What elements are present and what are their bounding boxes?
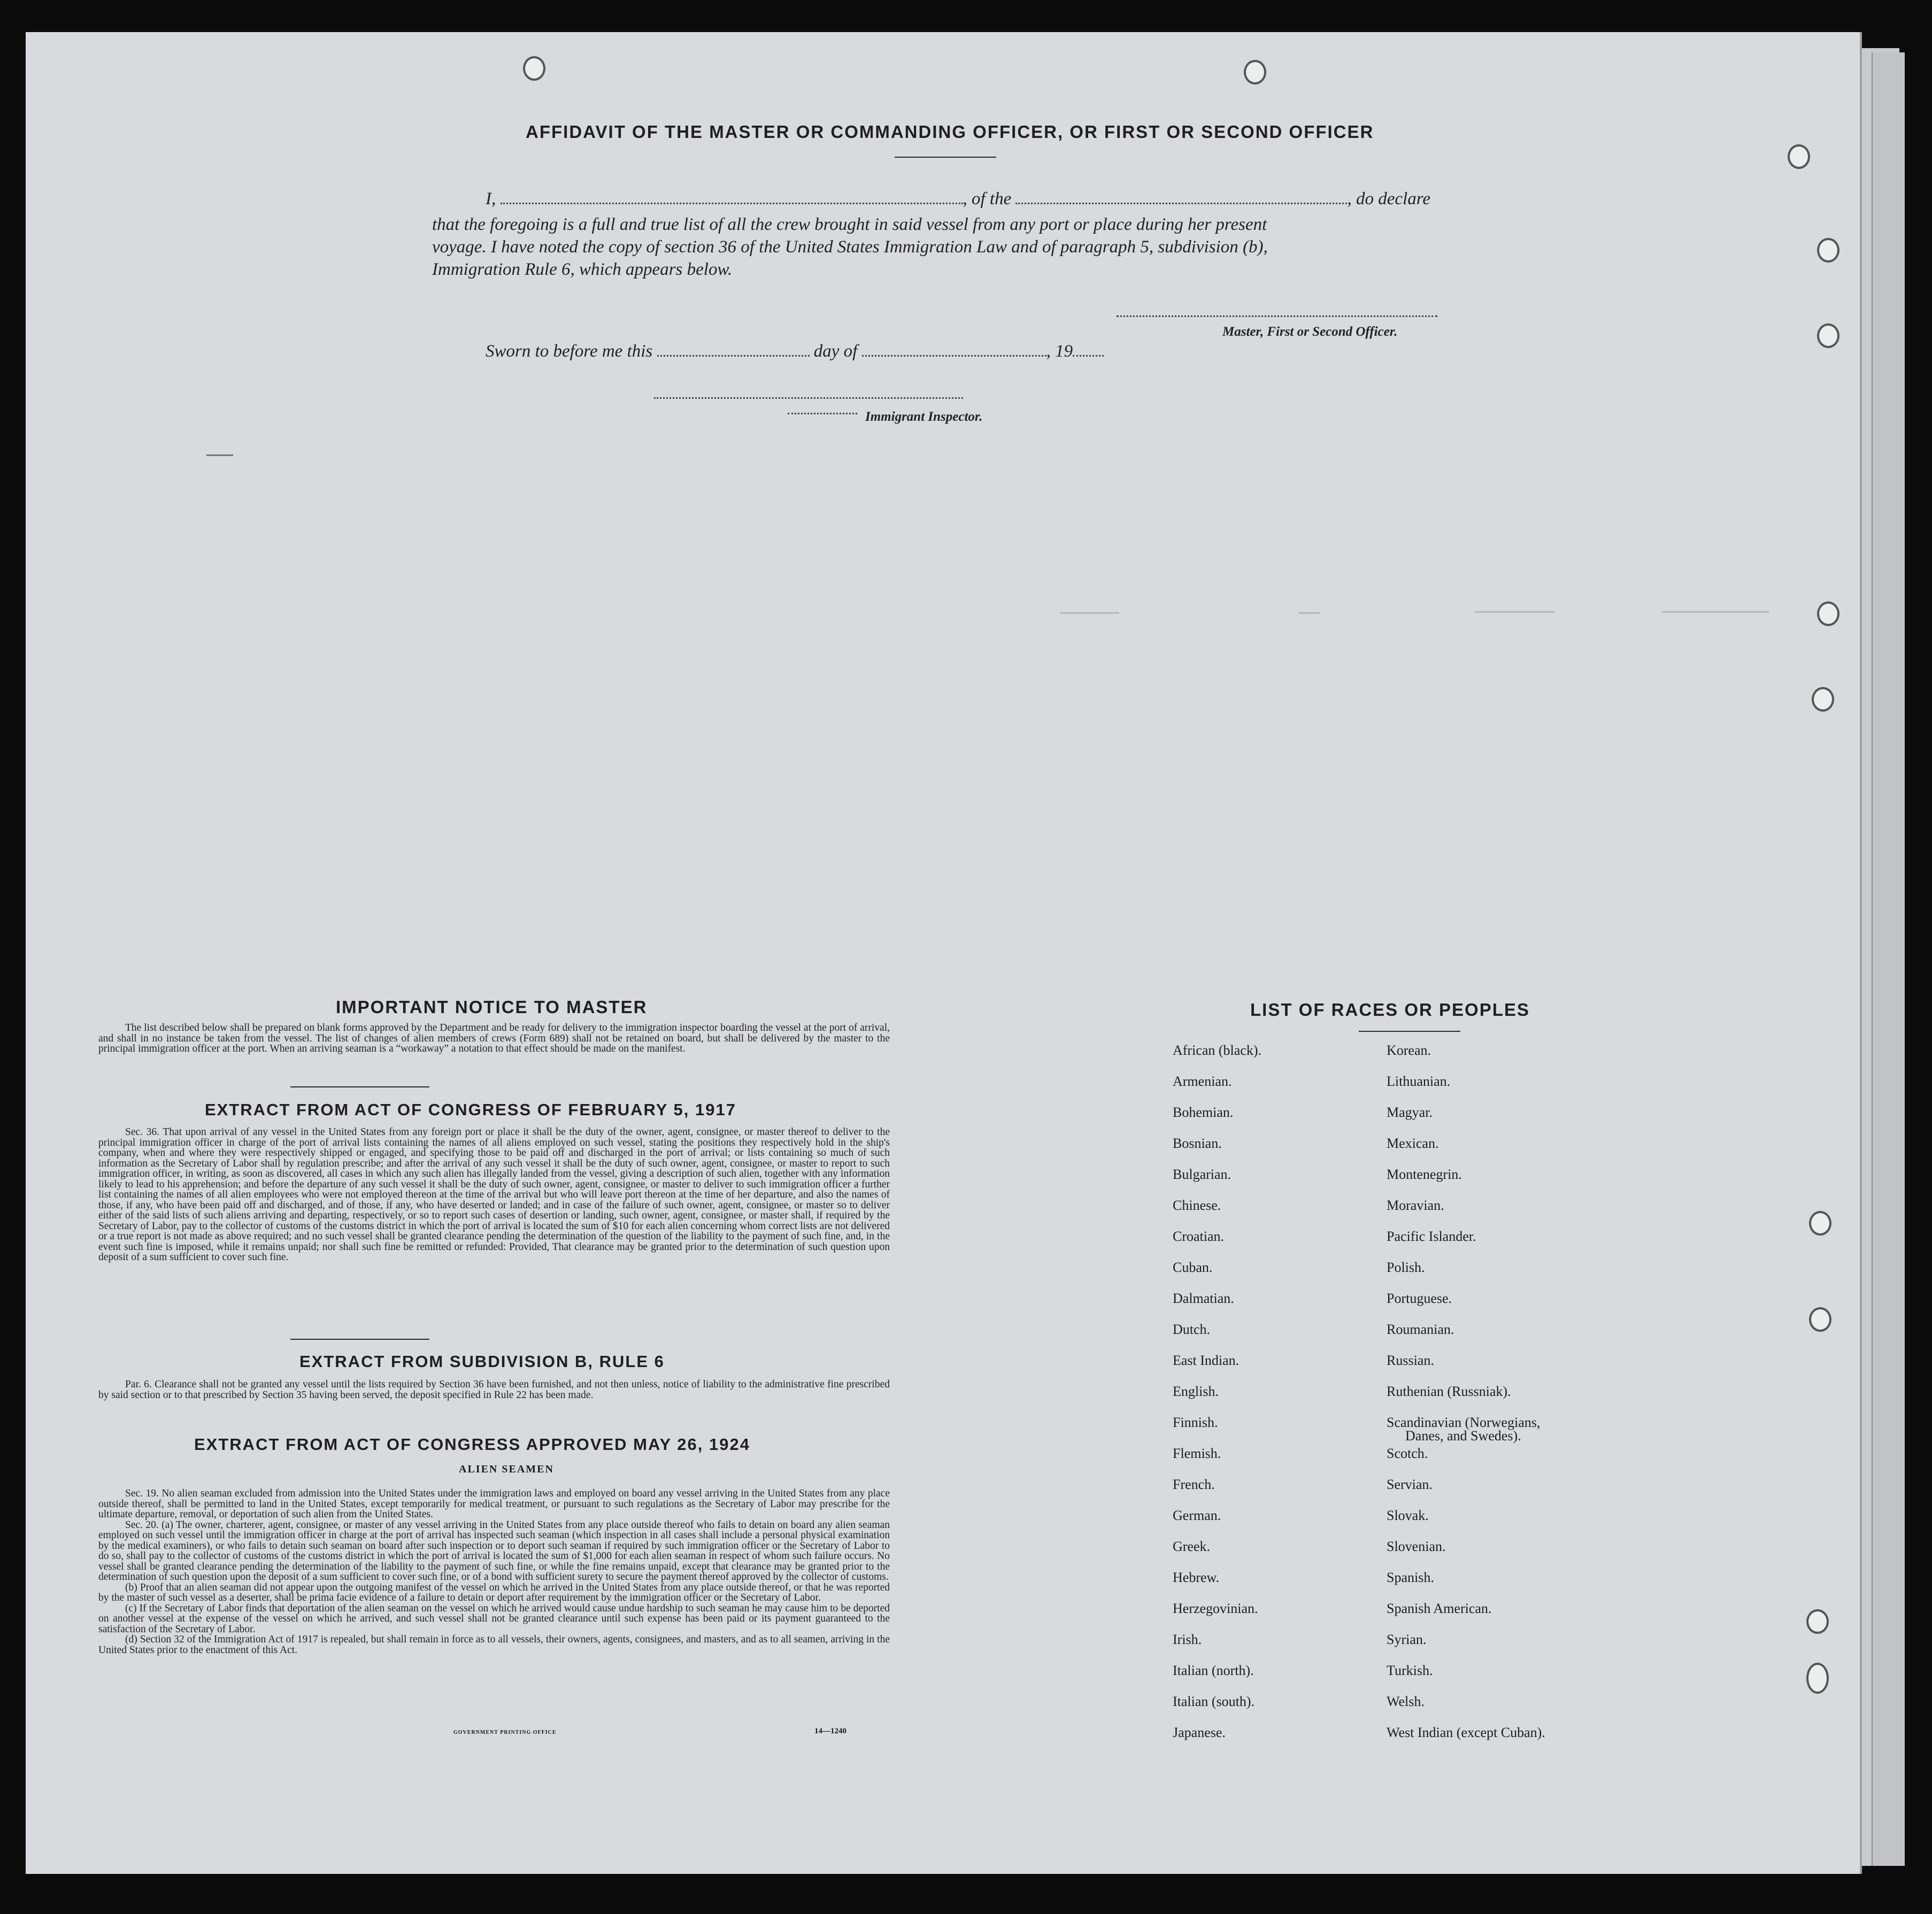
affidavit-line-2: that the foregoing is a full and true list of all the crew brought in said vessel from any port or place during her present bbox=[432, 215, 1267, 234]
race-item: Portuguese. bbox=[1387, 1291, 1452, 1306]
race-item: Montenegrin. bbox=[1387, 1167, 1462, 1182]
race-item: Italian (south). bbox=[1173, 1694, 1255, 1709]
sec-20d-text: (d) Section 32 of the Immigration Act of 1917 is repealed, but shall remain in force as to all vessels, their owners, agents, consignees, and masters, and as to all seamen, arriving in the United States prior to the enactment of this Act. bbox=[98, 1634, 890, 1656]
race-item: Ruthenian (Russniak). bbox=[1387, 1384, 1511, 1399]
punch-hole-icon bbox=[1809, 1307, 1831, 1332]
extract-1924-title: EXTRACT FROM ACT OF CONGRESS APPROVED MAY 26, 1924 bbox=[194, 1435, 750, 1454]
punch-hole-icon bbox=[1244, 60, 1266, 84]
race-item: Korean. bbox=[1387, 1043, 1431, 1058]
printer-imprint: GOVERNMENT PRINTING OFFICE bbox=[453, 1730, 557, 1735]
signature-line[interactable] bbox=[1117, 315, 1437, 317]
vessel-blank-field[interactable] bbox=[1015, 193, 1347, 204]
extract-rule6-title: EXTRACT FROM SUBDIVISION B, RULE 6 bbox=[299, 1352, 665, 1371]
inspector-label: Immigrant Inspector. bbox=[865, 410, 983, 424]
race-item: Danes, and Swedes). bbox=[1405, 1428, 1521, 1444]
extract-1917-body: Sec. 36. That upon arrival of any vessel in the United States from any foreign port or place it shall be the duty of the owner, agent, consignee, or master thereof to deliver to the principal immigration officer in charge of the port of arrival lists containing the names of all aliens employed on such vessel, stating the positions they respectively hold in the ship's company, when and where they were respectively shipped or engaged, and specifying those to be paid off and discharged in the port of arrival; or lists containing so much of such information as the Secretary of Labor shall by regulation prescribe; and after the arrival of any such vessel it shall be the duty of such owner, agent, consignee, or master to report to such immigration officer, in writing, as soon as discovered, all cases in which any such alien has illegally landed from the vessel, giving a description of such alien, together with any information likely to lead to his apprehension; and before the departure of any such vessel it shall be the duty of such owner, agent, consignee, or master to deliver to such immigration officer a further list containing the names of all alien employees who were not employed thereon at the time of the arrival but who will leave port thereon at the time of her departure, and also the names of those, if any, who have been paid off and discharged, and of those, if any, who have deserted or landed; and in case of the failure of such owner, agent, consignee, or master so to deliver either of the said lists of such aliens arriving and departing, respectively, or so to report such cases of desertion or landing, such owner, agent, consignee, or master shall, if required by the Secretary of Labor, pay to the collector of customs of the customs district in which the port of arrival is located the sum of $10 for each alien concerning whom correct lists are not delivered or a true report is not made as above required; and no such vessel shall be granted clearance pending the determination of the question of the liability to the payment of such fine, and, in the event such fine is imposed, while it remains unpaid; nor shall such fine be remitted or refunded: Provided, That clearance may be granted prior to the determination of such question upon deposit of a sum sufficient to cover such fine. bbox=[98, 1126, 890, 1263]
punch-hole-icon bbox=[1809, 1211, 1831, 1236]
race-item: Syrian. bbox=[1387, 1632, 1427, 1647]
faint-mark bbox=[1475, 611, 1555, 613]
affidavit-line-4: Immigration Rule 6, which appears below. bbox=[432, 260, 733, 279]
inspector-dots bbox=[788, 413, 857, 414]
affidavit-title: AFFIDAVIT OF THE MASTER OR COMMANDING OFFICER, OR FIRST OR SECOND OFFICER bbox=[526, 122, 1374, 142]
race-item: Bulgarian. bbox=[1173, 1167, 1231, 1182]
race-item: Flemish. bbox=[1173, 1446, 1221, 1461]
sec-20b-text: (b) Proof that an alien seaman did not appear upon the outgoing manifest of the vessel on which he arrived in the United States from any place outside thereof, or that he was reported by the master of such vessel as a deserter, shall be prima facie evidence of a failure to detain or deport after requirement by the immigration officer or the Secretary of Labor. bbox=[98, 1581, 890, 1603]
inspector-signature-line[interactable] bbox=[654, 397, 963, 399]
punch-hole-icon bbox=[523, 56, 545, 81]
race-item: Turkish. bbox=[1387, 1663, 1433, 1678]
races-left-column bbox=[1173, 1043, 1376, 1802]
race-item: French. bbox=[1173, 1477, 1215, 1492]
name-blank-field[interactable] bbox=[501, 193, 963, 204]
sworn-text: Sworn to before me this bbox=[486, 342, 653, 361]
race-item: Bohemian. bbox=[1173, 1105, 1234, 1120]
race-item: Slovak. bbox=[1387, 1508, 1429, 1523]
day-blank-field[interactable] bbox=[657, 345, 810, 357]
day-of-text: day of bbox=[813, 342, 858, 361]
race-item: Magyar. bbox=[1387, 1105, 1433, 1120]
notice-title: IMPORTANT NOTICE TO MASTER bbox=[336, 997, 648, 1017]
affidavit-do-declare: , do declare bbox=[1347, 189, 1430, 209]
signature-label: Master, First or Second Officer. bbox=[1222, 325, 1398, 339]
extract-rule6-body: Par. 6. Clearance shall not be granted any vessel until the lists required by Section 36 have been furnished, and not then unless, notice of liability to the administrative fine prescribed by said section or to that prescribed by Section 35 having been served, the deposit specified in Rule 22 has been made. bbox=[98, 1379, 890, 1401]
race-item: Cuban. bbox=[1173, 1260, 1213, 1275]
sworn-line bbox=[486, 339, 1104, 363]
punch-hole-icon bbox=[1788, 144, 1810, 169]
race-item: Japanese. bbox=[1173, 1725, 1226, 1740]
faint-mark bbox=[206, 454, 233, 456]
race-item: Russian. bbox=[1387, 1353, 1434, 1368]
year-blank-field[interactable] bbox=[1073, 345, 1104, 357]
affidavit-line-1 bbox=[486, 187, 1430, 211]
extract-1924-body bbox=[98, 1488, 890, 1655]
affidavit-line-3: voyage. I have noted the copy of section 36 of the United States Immigration Law and of paragraph 5, subdivision (b), bbox=[432, 237, 1268, 257]
faint-mark bbox=[1060, 612, 1119, 614]
punch-hole-icon bbox=[1817, 238, 1839, 263]
page-edge-2 bbox=[1872, 52, 1905, 1866]
race-item: Dutch. bbox=[1173, 1322, 1211, 1337]
race-item: Roumanian. bbox=[1387, 1322, 1454, 1337]
races-right-column bbox=[1387, 1043, 1627, 1802]
document-page bbox=[26, 32, 1860, 1874]
race-item: Slovenian. bbox=[1387, 1539, 1446, 1554]
race-item: Bosnian. bbox=[1173, 1136, 1222, 1151]
form-number: 14—1240 bbox=[814, 1727, 846, 1735]
race-item: Italian (north). bbox=[1173, 1663, 1254, 1678]
year-prefix: , 19 bbox=[1046, 342, 1073, 361]
races-title: LIST OF RACES OR PEOPLES bbox=[1250, 1000, 1530, 1020]
race-item: German. bbox=[1173, 1508, 1221, 1523]
race-item: Irish. bbox=[1173, 1632, 1202, 1647]
race-item: Greek. bbox=[1173, 1539, 1211, 1554]
faint-mark bbox=[1298, 612, 1320, 614]
sec-20c-text: (c) If the Secretary of Labor finds that deportation of the alien seaman on the vessel on which he arrived would cause undue hardship to such seaman he may cause him to be deported on another vessel at the expense of the vessel on which he arrived, and such vessel shall not be granted clearance until such expense has been paid or its payment guaranteed to the satisfaction of the Secretary of Labor. bbox=[98, 1602, 890, 1635]
punch-hole-icon bbox=[1817, 323, 1839, 348]
race-item: Chinese. bbox=[1173, 1198, 1221, 1213]
race-item: Dalmatian. bbox=[1173, 1291, 1234, 1306]
affidavit-i: I, bbox=[486, 189, 496, 209]
race-item: Spanish American. bbox=[1387, 1601, 1492, 1616]
punch-hole-icon bbox=[1817, 601, 1839, 626]
section-rule bbox=[290, 1086, 429, 1087]
punch-hole-icon bbox=[1812, 687, 1834, 712]
sec-19-text: Sec. 19. No alien seaman excluded from admission into the United States under the immigration laws and employed on board any vessel arriving in the United States from any place outside thereof, shall be permitted to land in the United States, except temporarily for medical treatment, or pursuant to such regulations as the Secretary of Labor may prescribe for the ultimate departure, removal, or deportation of such alien from the United States. bbox=[98, 1488, 890, 1520]
race-item: Armenian. bbox=[1173, 1074, 1232, 1089]
month-blank-field[interactable] bbox=[862, 345, 1046, 357]
section-rule bbox=[290, 1339, 429, 1340]
title-rule bbox=[895, 157, 996, 158]
race-item: Croatian. bbox=[1173, 1229, 1225, 1244]
race-item: Scandinavian (Norwegians, bbox=[1387, 1415, 1541, 1430]
races-title-rule bbox=[1359, 1031, 1460, 1032]
race-item: Hebrew. bbox=[1173, 1570, 1220, 1585]
affidavit-of-the: , of the bbox=[963, 189, 1012, 209]
faint-mark bbox=[1662, 611, 1769, 613]
race-item: East Indian. bbox=[1173, 1353, 1240, 1368]
race-item: Lithuanian. bbox=[1387, 1074, 1451, 1089]
race-item: Finnish. bbox=[1173, 1415, 1218, 1430]
race-item: English. bbox=[1173, 1384, 1219, 1399]
race-item: Polish. bbox=[1387, 1260, 1425, 1275]
race-item: Scotch. bbox=[1387, 1446, 1428, 1461]
race-item: Mexican. bbox=[1387, 1136, 1439, 1151]
race-item: Pacific Islander. bbox=[1387, 1229, 1476, 1244]
sec-20a-text: Sec. 20. (a) The owner, charterer, agent, consignee, or master of any vessel arriving in the United States from any place outside thereof who fails to detain on board any alien seaman employed on such vessel until the immigration officer in charge at the port of arrival has inspected such seaman (which inspection in all cases shall include a personal physical examination by the medical examiners), or who fails to detain such seaman on board after such inspection or to deport such seaman if required by such immigration officer or the Secretary of Labor to do so, shall pay to the collector of customs of the customs district in which the port of arrival is located the sum of $1,000 for each alien seaman in respect of whom such failure occurs. No vessel shall be granted clearance pending the determination of the liability to the payment of such fine, or while the fine remains unpaid, except that clearance may be granted prior to the determination of such question upon the deposit of a sum sufficient to cover such fine, or of a bond with sufficient surety to secure the payment thereof approved by the collector of customs. bbox=[98, 1519, 890, 1583]
race-item: West Indian (except Cuban). bbox=[1387, 1725, 1545, 1740]
race-item: Welsh. bbox=[1387, 1694, 1425, 1709]
race-item: Servian. bbox=[1387, 1477, 1433, 1492]
punch-hole-icon bbox=[1806, 1663, 1829, 1694]
race-item: Spanish. bbox=[1387, 1570, 1434, 1585]
extract-1917-title: EXTRACT FROM ACT OF CONGRESS OF FEBRUARY 5, 1917 bbox=[205, 1100, 736, 1119]
alien-seamen-subtitle: ALIEN SEAMEN bbox=[459, 1463, 554, 1475]
race-item: Herzegovinian. bbox=[1173, 1601, 1258, 1616]
punch-hole-icon bbox=[1806, 1609, 1829, 1634]
notice-body: The list described below shall be prepared on blank forms approved by the Department and be ready for delivery to the immigration inspector boarding the vessel at the port of arrival, and shall in no instance be taken from the vessel. The list of changes of alien members of crews (Form 689) shall not be retained on board, but shall be delivered by the master to the principal immigration officer at the port. When an arriving seaman is a “workaway” a notation to that effect should be made on the manifest. bbox=[98, 1022, 890, 1054]
race-item: Moravian. bbox=[1387, 1198, 1444, 1213]
race-item: African (black). bbox=[1173, 1043, 1262, 1058]
